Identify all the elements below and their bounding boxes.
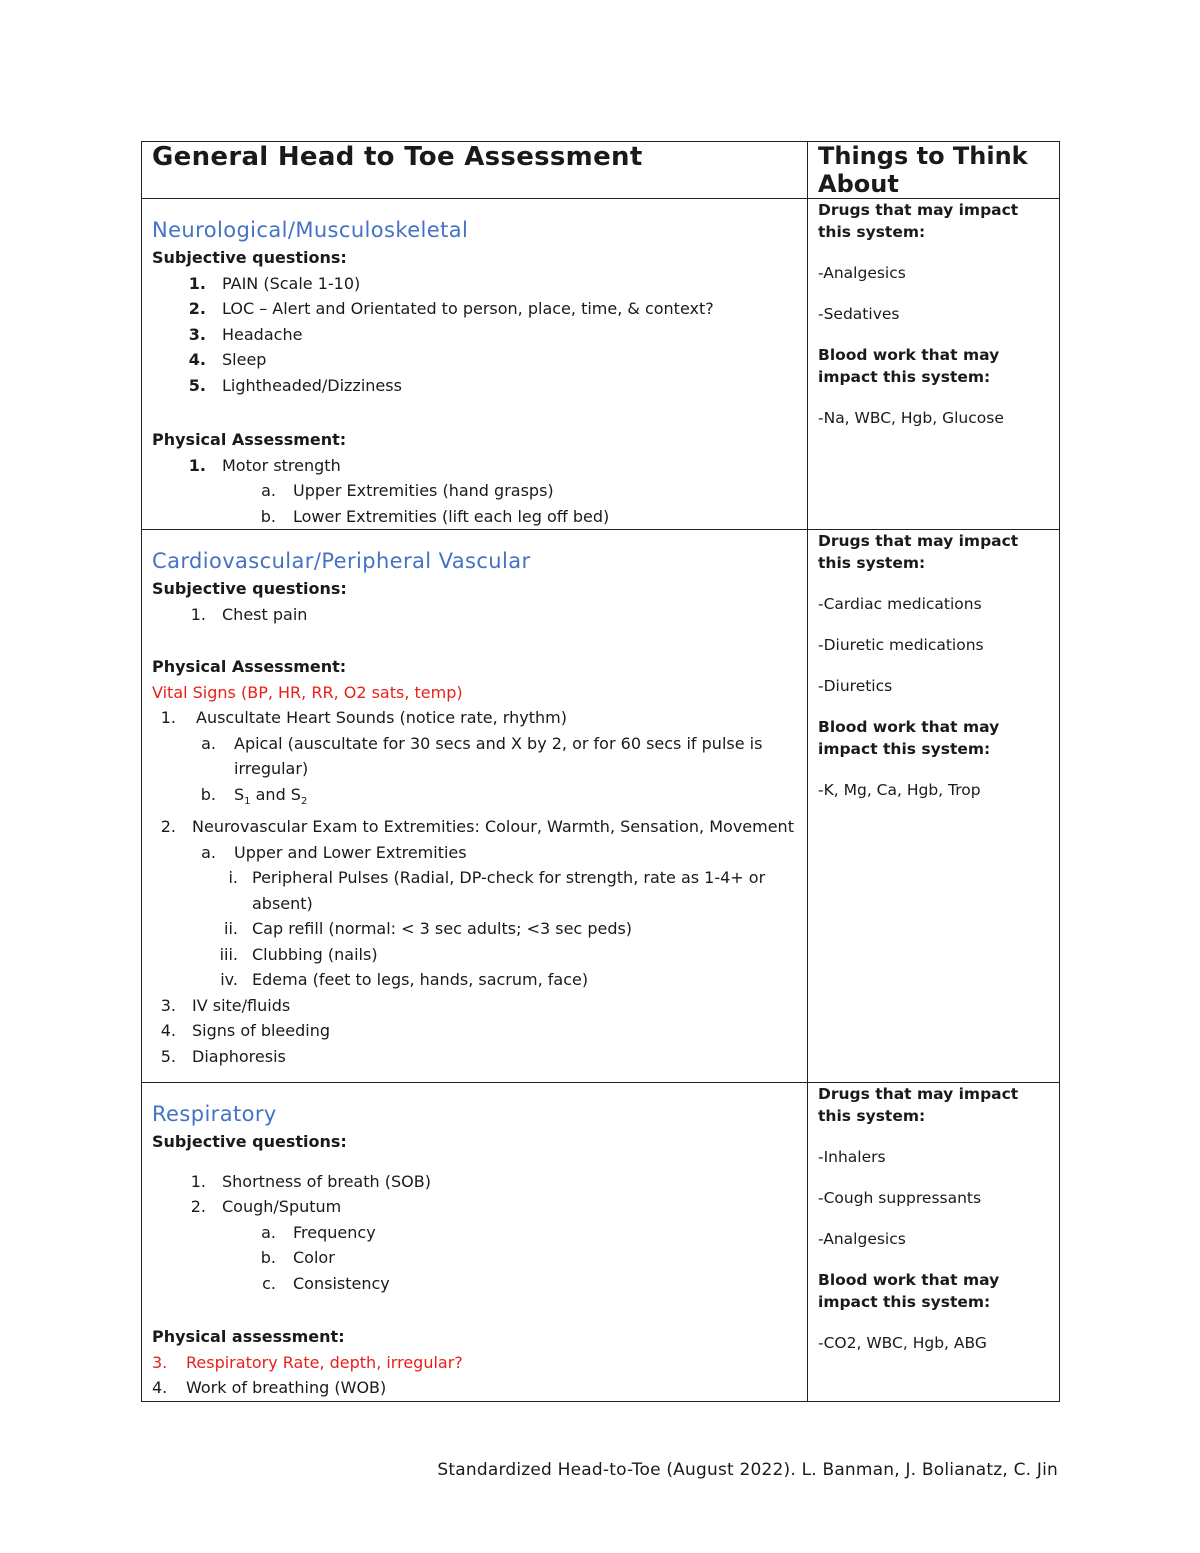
list-item: 4. Work of breathing (WOB) — [152, 1378, 387, 1397]
list-item: i. Peripheral Pulses (Radial, DP-check for strength, rate as 1-4+ or — [228, 868, 766, 888]
list-item: a. Frequency — [261, 1222, 376, 1242]
list-item: 5. Lightheaded/Dizziness — [188, 375, 402, 395]
cardio-title: Cardiovascular/Peripheral Vascular — [152, 549, 531, 573]
list-item-cont: irregular) — [234, 759, 309, 778]
drug-item: -Diuretics — [818, 677, 893, 695]
list-item: 1. Motor strength — [188, 455, 341, 475]
list-item: a. Upper Extremities (hand grasps) — [261, 481, 554, 500]
assessment-table — [141, 141, 1060, 1402]
drug-item: -Sedatives — [818, 305, 900, 323]
list-item: 3. Headache — [188, 324, 303, 344]
list-item: 1. Auscultate Heart Sounds (notice rate, rhythm) — [160, 708, 567, 727]
side-title: Things to Think About — [808, 142, 1060, 199]
neuro-side — [808, 199, 1060, 530]
drug-item: -Cardiac medications — [818, 595, 982, 613]
list-item: b. Lower Extremities (lift each leg off bed) — [260, 506, 610, 526]
neuro-subjective-label: Subjective questions: — [152, 248, 347, 267]
list-item: iii. Clubbing (nails) — [219, 944, 378, 964]
list-item-cont: absent) — [252, 893, 313, 913]
drug-item: -Diuretic medications — [818, 636, 984, 654]
neuro-title: Neurological/Musculoskeletal — [152, 218, 469, 242]
resp-side — [808, 1083, 1060, 1402]
list-item: b. $S_1$ and $S_2$ — [200, 784, 308, 807]
cardio-subjective-label: Subjective questions: — [152, 579, 347, 598]
drug-item: -Inhalers — [818, 1148, 886, 1166]
list-item: 2. LOC – Alert and Orientated to person, place, time, & context? — [188, 299, 714, 318]
list-item: 3. Respiratory Rate, depth, irregular? — [152, 1352, 463, 1372]
resp-row — [142, 1083, 1060, 1402]
page-title: General Head to Toe Assessment — [142, 142, 808, 199]
neuro-physical-label: Physical Assessment: — [152, 430, 347, 449]
neuro-cell — [142, 199, 808, 530]
cardio-cell — [142, 530, 808, 1083]
resp-title: Respiratory — [152, 1102, 277, 1126]
drug-item: -Analgesics — [818, 264, 906, 282]
neuro-drugs-label: Drugs that may impact this system: — [818, 201, 1019, 241]
drug-item: -Analgesics — [818, 1230, 906, 1248]
list-item: 2. Neurovascular Exam to Extremities: Colour, Warmth, Sensation, Movement — [160, 817, 794, 837]
list-item: a. Apical (auscultate for 30 secs and X by 2, or for 60 secs if pulse is — [201, 733, 763, 753]
cardio-drugs-label: Drugs that may impact this system: — [818, 532, 1019, 572]
list-item: 4. Sleep — [188, 350, 267, 369]
cardio-side — [808, 530, 1060, 1083]
resp-drugs-label: Drugs that may impact this system: — [818, 1085, 1019, 1125]
resp-cell — [142, 1083, 808, 1402]
list-item: 1. Chest pain — [190, 604, 308, 624]
vital-signs: Vital Signs (BP, HR, RR, O2 sats, temp) — [152, 682, 463, 702]
cardio-blood-label: Blood work that may impact this system: — [818, 718, 1000, 758]
list-item: ii. Cap refill (normal: < 3 sec adults; <3 sec peds) — [224, 919, 633, 939]
list-item: a. Upper and Lower Extremities — [201, 842, 467, 862]
list-item: 4. Signs of bleeding — [160, 1021, 331, 1041]
footer-citation: Standardized Head-to-Toe (August 2022). L. Banman, J. Bolianatz, C. Jin — [437, 1460, 1058, 1480]
blood-item: -CO2, WBC, Hgb, ABG — [818, 1334, 987, 1352]
list-item: 5. Diaphoresis — [160, 1046, 286, 1066]
header-row — [142, 142, 1060, 199]
list-item: 2. Cough/Sputum — [190, 1197, 342, 1216]
cardio-physical-label: Physical Assessment: — [152, 657, 347, 676]
drug-item: -Cough suppressants — [818, 1189, 982, 1207]
resp-subjective-label: Subjective questions: — [152, 1132, 347, 1151]
resp-physical-label: Physical assessment: — [152, 1327, 345, 1346]
neuro-row — [142, 199, 1060, 530]
resp-blood-label: Blood work that may impact this system: — [818, 1271, 1000, 1311]
list-item: c. Consistency — [262, 1273, 390, 1293]
list-item: iv. Edema (feet to legs, hands, sacrum, face) — [220, 970, 589, 990]
list-item: 3. IV site/fluids — [160, 995, 291, 1015]
list-item: 1. PAIN (Scale 1-10) — [188, 273, 361, 293]
list-item: b. Color — [260, 1248, 335, 1267]
list-item: 1. Shortness of breath (SOB) — [190, 1171, 431, 1191]
blood-item: -K, Mg, Ca, Hgb, Trop — [818, 781, 981, 799]
cardio-row — [142, 530, 1060, 1083]
blood-item: -Na, WBC, Hgb, Glucose — [818, 409, 1004, 427]
neuro-blood-label: Blood work that may impact this system: — [818, 346, 1000, 386]
